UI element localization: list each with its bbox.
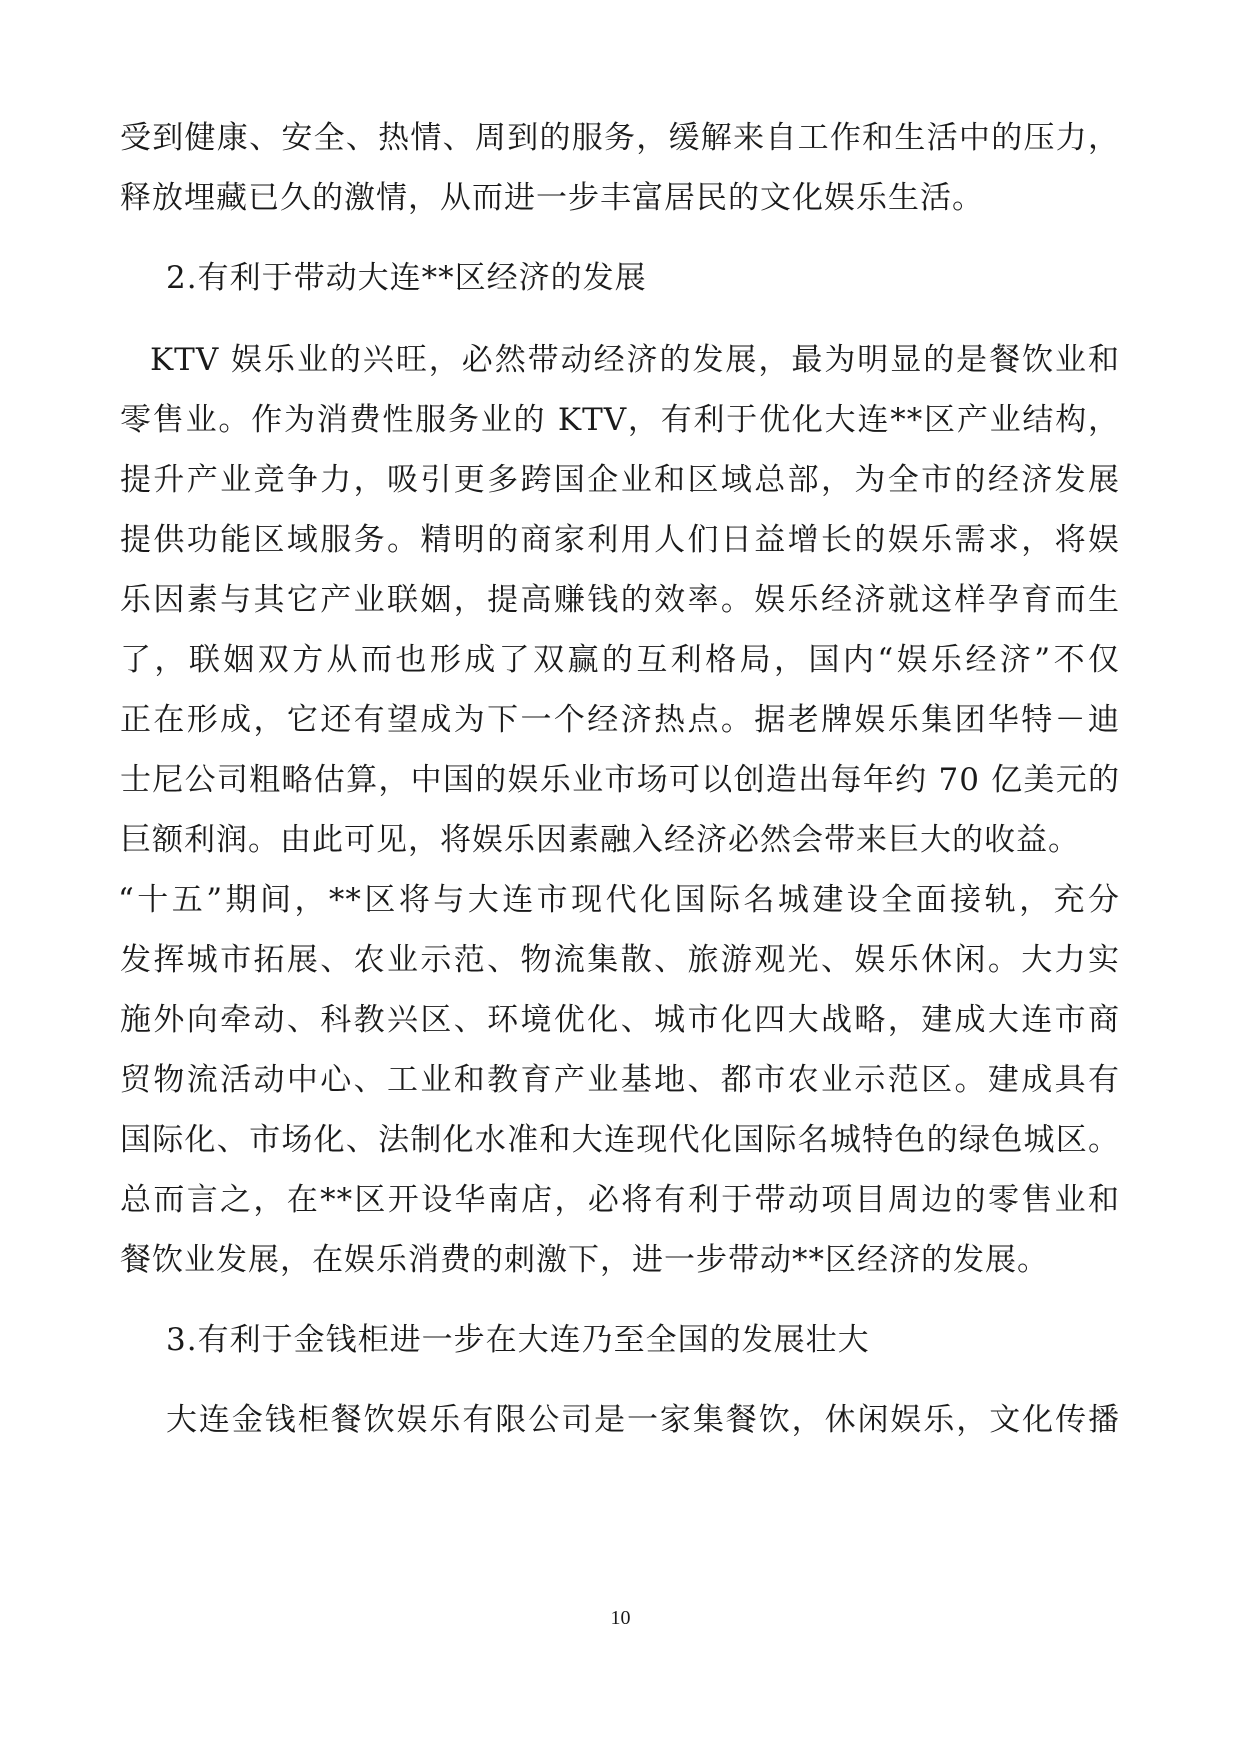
text-line: 正在形成，它还有望成为下一个经济热点。据老牌娱乐集团华特－迪 <box>120 702 1120 738</box>
text-line: 餐饮业发展，在娱乐消费的刺激下，进一步带动**区经济的发展。 <box>120 1242 1049 1278</box>
text-line: 士尼公司粗略估算，中国的娱乐业市场可以创造出每年约 70 亿美元的 <box>120 762 1120 798</box>
text-line: 乐因素与其它产业联姻，提高赚钱的效率。娱乐经济就这样孕育而生 <box>120 582 1120 618</box>
text-line: KTV 娱乐业的兴旺，必然带动经济的发展，最为明显的是餐饮业和 <box>150 342 1120 378</box>
text-line: 发挥城市拓展、农业示范、物流集散、旅游观光、娱乐休闲。大力实 <box>120 942 1120 978</box>
text-line: 贸物流活动中心、工业和教育产业基地、都市农业示范区。建成具有 <box>120 1062 1120 1098</box>
text-line: 提供功能区域服务。精明的商家利用人们日益增长的娱乐需求，将娱 <box>120 522 1120 558</box>
text-line: 国际化、市场化、法制化水准和大连现代化国际名城特色的绿色城区。 <box>120 1122 1120 1158</box>
text-line: “十五”期间，**区将与大连市现代化国际名城建设全面接轨，充分 <box>118 882 1120 918</box>
text-line: 受到健康、安全、热情、周到的服务，缓解来自工作和生活中的压力， <box>120 120 1120 156</box>
text-line: 巨额利润。由此可见，将娱乐因素融入经济必然会带来巨大的收益。 <box>120 822 1080 858</box>
text-line: 大连金钱柜餐饮娱乐有限公司是一家集餐饮，休闲娱乐，文化传播 <box>166 1402 1120 1438</box>
text-line: 零售业。作为消费性服务业的 KTV，有利于优化大连**区产业结构， <box>120 402 1120 438</box>
text-line: 释放埋藏已久的激情，从而进一步丰富居民的文化娱乐生活。 <box>120 180 984 216</box>
section-heading: 2.有利于带动大连**区经济的发展 <box>166 260 647 296</box>
text-line: 总而言之，在**区开设华南店，必将有利于带动项目周边的零售业和 <box>120 1182 1120 1218</box>
text-line: 了，联姻双方从而也形成了双赢的互利格局，国内“娱乐经济”不仅 <box>120 642 1120 678</box>
text-line: 施外向牵动、科教兴区、环境优化、城市化四大战略，建成大连市商 <box>120 1002 1120 1038</box>
page-number: 10 <box>610 1607 631 1629</box>
text-line: 提升产业竞争力，吸引更多跨国企业和区域总部，为全市的经济发展 <box>120 462 1120 498</box>
section-heading: 3.有利于金钱柜进一步在大连乃至全国的发展壮大 <box>166 1322 870 1358</box>
